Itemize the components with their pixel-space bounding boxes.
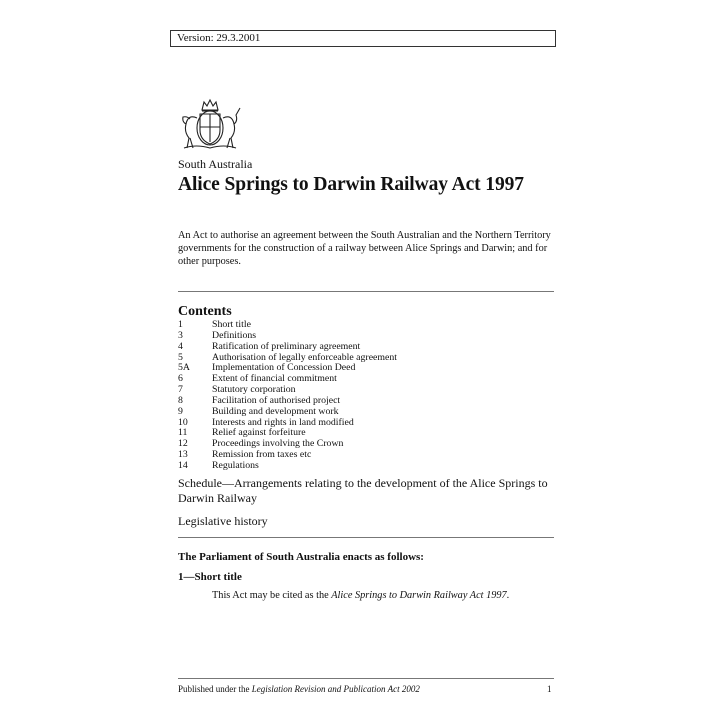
contents-item-number: 5A <box>178 362 190 374</box>
section-text-act-name: Alice Springs to Darwin Railway Act 1997 <box>331 590 507 601</box>
section-heading: 1—Short title <box>178 571 242 583</box>
contents-item-number: 8 <box>178 394 183 406</box>
contents-item-label: Remission from taxes etc <box>212 449 312 461</box>
contents-item-label: Short title <box>212 319 251 330</box>
divider <box>178 537 554 538</box>
contents-item-number: 12 <box>178 438 188 450</box>
contents-item-label: Definitions <box>212 329 257 341</box>
section-text-end: . <box>506 590 510 601</box>
contents-item[interactable] <box>178 342 397 353</box>
contents-item-number: 10 <box>178 416 188 428</box>
contents-item-number: 9 <box>178 405 183 417</box>
contents-item-label: Statutory corporation <box>212 384 296 396</box>
section-text-plain: This Act may be cited as the <box>212 590 332 601</box>
enacting-formula: The Parliament of South Australia enacts as follows: <box>178 551 424 563</box>
act-title: Alice Springs to Darwin Railway Act 1997 <box>178 174 524 195</box>
footer-prefix: Published under the <box>178 684 252 694</box>
contents-item-schedule[interactable]: Schedule—Arrangements relating to the development of the Alice Springs to Darwin Railway <box>178 476 548 505</box>
long-title: An Act to authorise an agreement between the South Australian and the Northern Territory governments for the construction of a railway between Alice Springs and Darwin; and for other purposes. <box>178 230 551 267</box>
contents-heading: Contents <box>178 304 232 319</box>
contents-item-label: Interests and rights in land modified <box>212 416 354 428</box>
contents-item-number: 3 <box>178 329 183 341</box>
contents-item[interactable] <box>178 407 397 418</box>
contents-item-legislative-history[interactable]: Legislative history <box>178 514 268 528</box>
page-number: 1 <box>547 684 552 694</box>
contents-item-label: Implementation of Concession Deed <box>212 362 356 374</box>
contents-item[interactable] <box>178 320 397 331</box>
contents-item-label: Authorisation of legally enforceable agreement <box>212 351 397 363</box>
footer-divider <box>178 678 554 679</box>
contents-item-label: Relief against forfeiture <box>212 427 306 439</box>
contents-item-number: 1 <box>178 319 183 330</box>
contents-item[interactable] <box>178 450 397 461</box>
version-box: Version: 29.3.2001 <box>170 30 556 47</box>
contents-item-number: 4 <box>178 340 183 352</box>
contents-item-label: Proceedings involving the Crown <box>212 438 344 450</box>
contents-item[interactable] <box>178 461 397 472</box>
divider <box>178 291 554 292</box>
contents-item-label: Extent of financial commitment <box>212 373 337 385</box>
footer-act-name: Legislation Revision and Publication Act 2002 <box>251 684 420 694</box>
jurisdiction-label: South Australia <box>178 157 253 171</box>
section-text <box>212 590 509 601</box>
contents-item-number: 14 <box>178 459 188 471</box>
footer-publication-note <box>178 684 420 694</box>
contents-item-label: Ratification of preliminary agreement <box>212 340 361 352</box>
contents-item-number: 7 <box>178 384 183 396</box>
contents-item-number: 5 <box>178 351 183 363</box>
contents-item-number: 6 <box>178 373 183 385</box>
coat-of-arms-emblem <box>178 96 242 152</box>
contents-item-number: 13 <box>178 449 188 461</box>
contents-item-label: Regulations <box>212 459 259 471</box>
contents-item-number: 11 <box>178 427 188 439</box>
contents-item-label: Building and development work <box>212 405 339 417</box>
contents-list <box>178 320 397 472</box>
contents-item-label: Facilitation of authorised project <box>212 394 341 406</box>
